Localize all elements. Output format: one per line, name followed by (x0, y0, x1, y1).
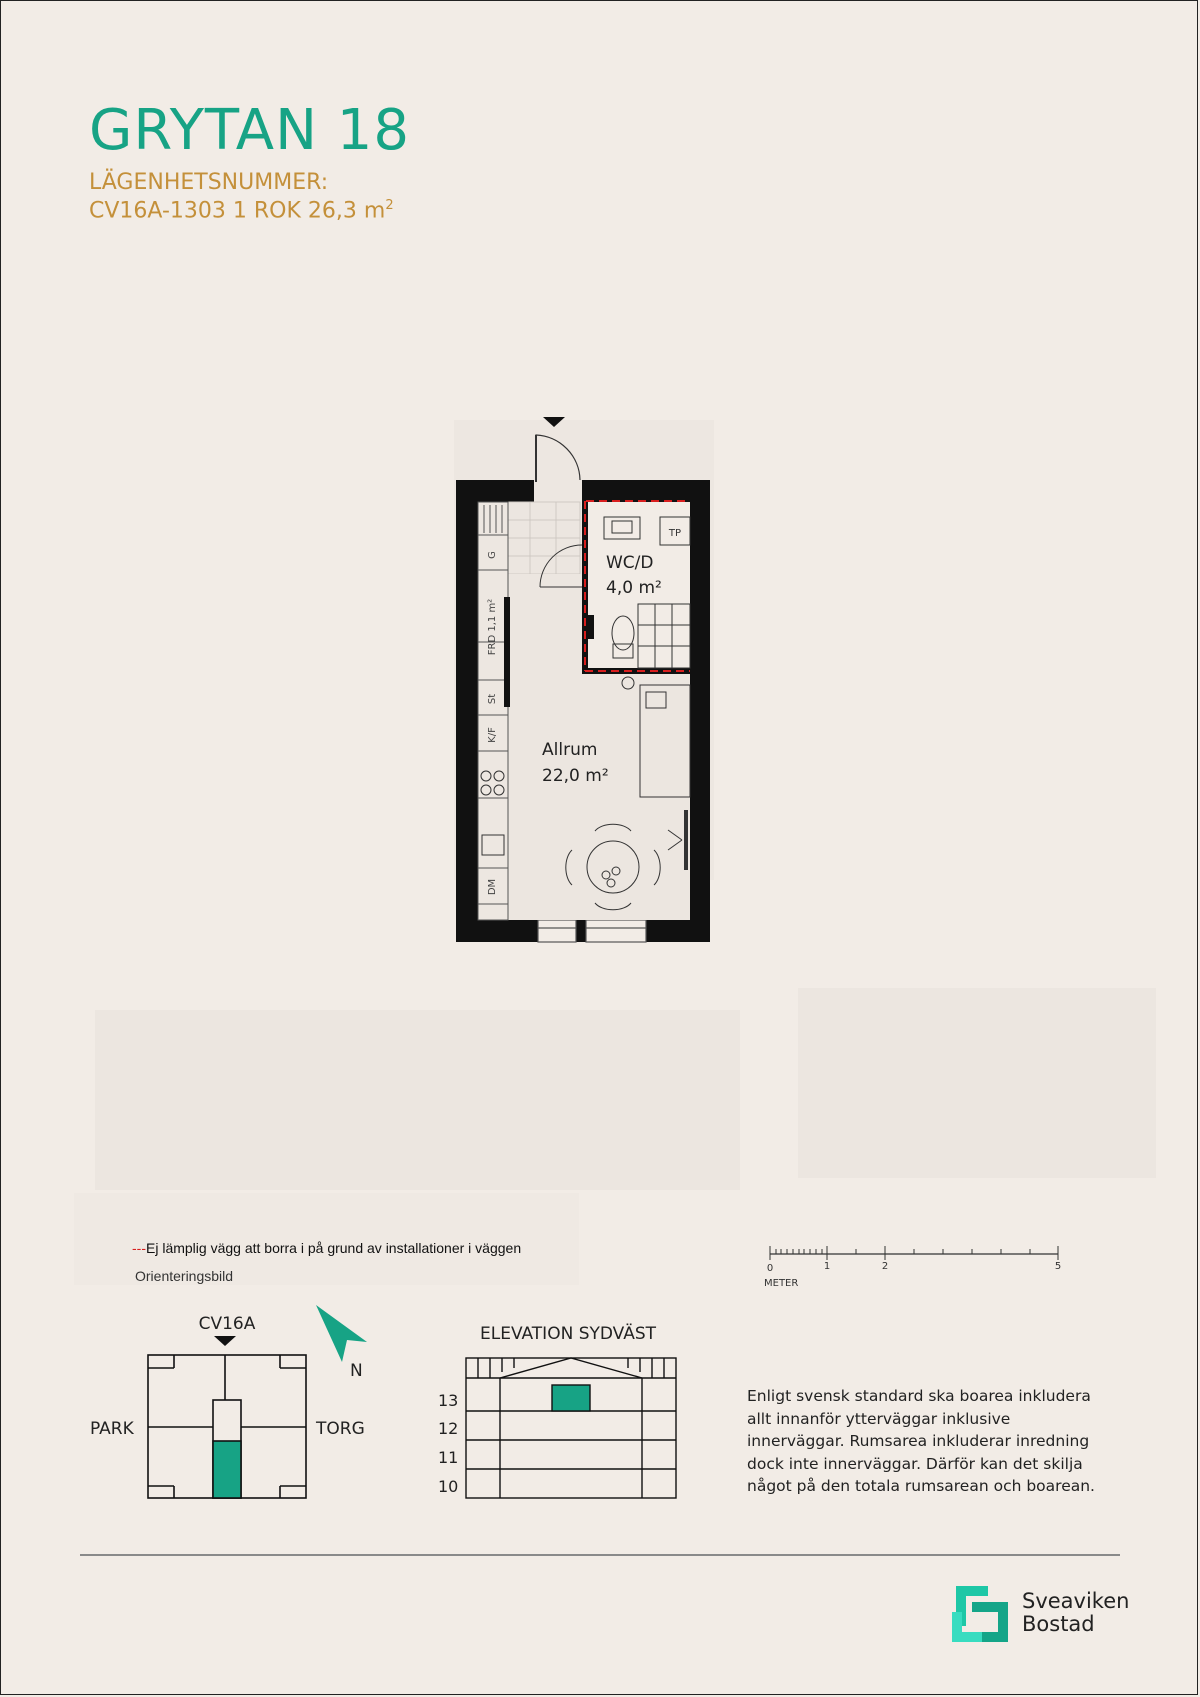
apartment-info-text: CV16A-1303 1 ROK 26,3 m (89, 198, 386, 224)
label-tp: TP (668, 528, 682, 539)
legend-warning (132, 1240, 521, 1256)
room-name-allrum: Allrum (542, 740, 598, 760)
floor-label-11: 11 (438, 1448, 459, 1467)
building-marker-icon (214, 1336, 236, 1346)
elevation-highlight (552, 1385, 590, 1411)
elevation-diagram (420, 1318, 680, 1508)
north-label: N (350, 1361, 363, 1381)
legend-warning-text: Ej lämplig vägg att borra i på grund av installationer i väggen (146, 1240, 522, 1256)
label-dm: DM (487, 878, 498, 896)
room-name-wc: WC/D (606, 553, 654, 573)
floor-label-12: 12 (438, 1419, 459, 1438)
building-code: CV16A (198, 1314, 256, 1334)
room-area-wc: 4,0 m² (606, 578, 662, 598)
scale-bar (760, 1240, 1070, 1290)
area-unit-superscript: 2 (385, 198, 394, 213)
map-label-torg: TORG (316, 1419, 365, 1439)
scale-tick-1: 1 (823, 1261, 831, 1272)
area-info-text: Enligt svensk standard ska boarea inkludera allt innanför ytterväggar inklusive innerväggar. Rumsarea inkluderar inredning dock inte innerväggar. Därför kan det skilja något på den totala rumsarean och boarean. (747, 1387, 1095, 1495)
orientation-map (80, 1300, 400, 1510)
brand-name (1022, 1590, 1129, 1636)
sveaviken-logo-icon (948, 1582, 1012, 1646)
label-frd: FRD 1,1 m² (487, 598, 498, 656)
scale-tick-2: 2 (881, 1261, 889, 1272)
map-label-park: PARK (90, 1419, 134, 1439)
page-title: GRYTAN 18 (89, 98, 411, 163)
floor-plan (440, 405, 740, 950)
orientation-label: Orienteringsbild (135, 1268, 234, 1284)
apartment-info (89, 198, 394, 223)
label-st: St (487, 693, 498, 705)
brand-line-1: Sveaviken (1022, 1589, 1130, 1613)
north-arrow-icon (316, 1305, 367, 1362)
brand-line-2: Bostad (1022, 1612, 1095, 1636)
background-patch-1 (95, 1010, 740, 1190)
scale-tick-5: 5 (1054, 1261, 1062, 1272)
floor-label-10: 10 (438, 1477, 459, 1496)
red-dash-symbol: --- (132, 1240, 146, 1256)
background-patch-2 (798, 988, 1156, 1178)
label-g: G (487, 551, 498, 559)
scale-tick-0: 0 (766, 1263, 774, 1274)
scale-unit: METER (764, 1278, 799, 1289)
room-area-allrum: 22,0 m² (542, 766, 609, 786)
apartment-number-label: LÄGENHETSNUMMER: (89, 170, 329, 195)
label-kf: K/F (487, 727, 498, 743)
floor-label-13: 13 (438, 1391, 459, 1410)
elevation-title: ELEVATION SYDVÄST (479, 1324, 657, 1344)
apartment-highlight (213, 1441, 241, 1498)
footer-divider (80, 1554, 1120, 1556)
